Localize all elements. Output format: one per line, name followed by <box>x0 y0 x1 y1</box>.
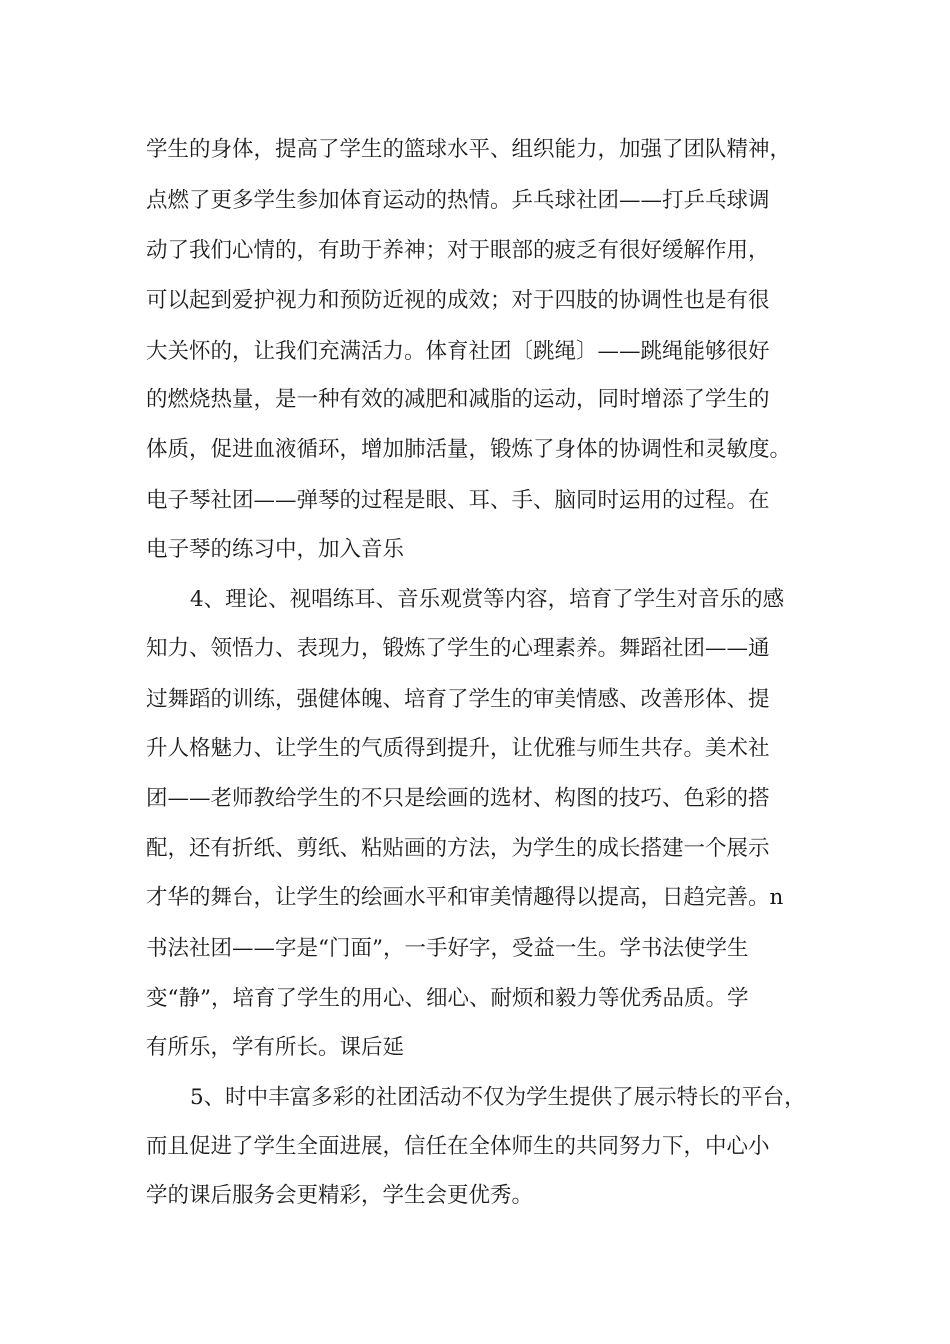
text-line: 电子琴的练习中，加入音乐 <box>146 537 405 562</box>
text-line: 配，还有折纸、剪纸、粘贴画的方法，为学生的成长搭建一个展示 <box>146 836 770 861</box>
text-line: 团——老师教给学生的不只是绘画的选材、构图的技巧、色彩的搭 <box>146 786 770 811</box>
text-line: 而且促进了学生全面进展，信任在全体师生的共同努力下，中心小 <box>146 1134 770 1159</box>
paragraph-4-first-line: 4、理论、视唱练耳、音乐观赏等内容，培育了学生对音乐的感 <box>190 587 785 612</box>
text-line: 的燃烧热量，是一种有效的减肥和减脂的运动，同时增添了学生的 <box>146 387 770 412</box>
text-line: 点燃了更多学生参加体育运动的热情。乒乓球社团——打乒乓球调 <box>146 188 770 213</box>
text-line: 知力、领悟力、表现力，锻炼了学生的心理素养。舞蹈社团——通 <box>146 636 770 661</box>
text-line: 大关怀的，让我们充满活力。体育社团〔跳绳〕——跳绳能够很好 <box>146 339 770 364</box>
text-line: 体质，促进血液循环，增加肺活量，锻炼了身体的协调性和灵敏度。 <box>146 437 792 462</box>
text-line: 升人格魅力、让学生的气质得到提升，让优雅与师生共存。美术社 <box>146 736 770 761</box>
text-line: 可以起到爱护视力和预防近视的成效；对于四肢的协调性也是有很 <box>146 288 770 313</box>
text-line: 学的课后服务会更精彩，学生会更优秀。 <box>146 1183 534 1208</box>
text-line: 书法社团——字是“门面”，一手好字，受益一生。学书法使学生 <box>146 936 749 961</box>
text-line: 过舞蹈的训练，强健体魄、培育了学生的审美情感、改善形体、提 <box>146 687 770 712</box>
text-line: 动了我们心情的，有助于养神；对于眼部的疲乏有很好缓解作用， <box>146 238 770 263</box>
text-line: 有所乐，学有所长。课后延 <box>146 1035 405 1060</box>
text-line: 才华的舞台，让学生的绘画水平和审美情趣得以提高，日趋完善。n <box>146 885 784 910</box>
text-line: 电子琴社团——弹琴的过程是眼、耳、手、脑同时运用的过程。在 <box>146 488 770 513</box>
paragraph-5-first-line: 5、时中丰富多彩的社团活动不仅为学生提供了展示特长的平台， <box>190 1085 806 1110</box>
text-line: 学生的身体，提高了学生的篮球水平、组织能力，加强了团队精神， <box>146 137 792 162</box>
text-line: 变“静”，培育了学生的用心、细心、耐烦和毅力等优秀品质。学 <box>146 986 749 1011</box>
